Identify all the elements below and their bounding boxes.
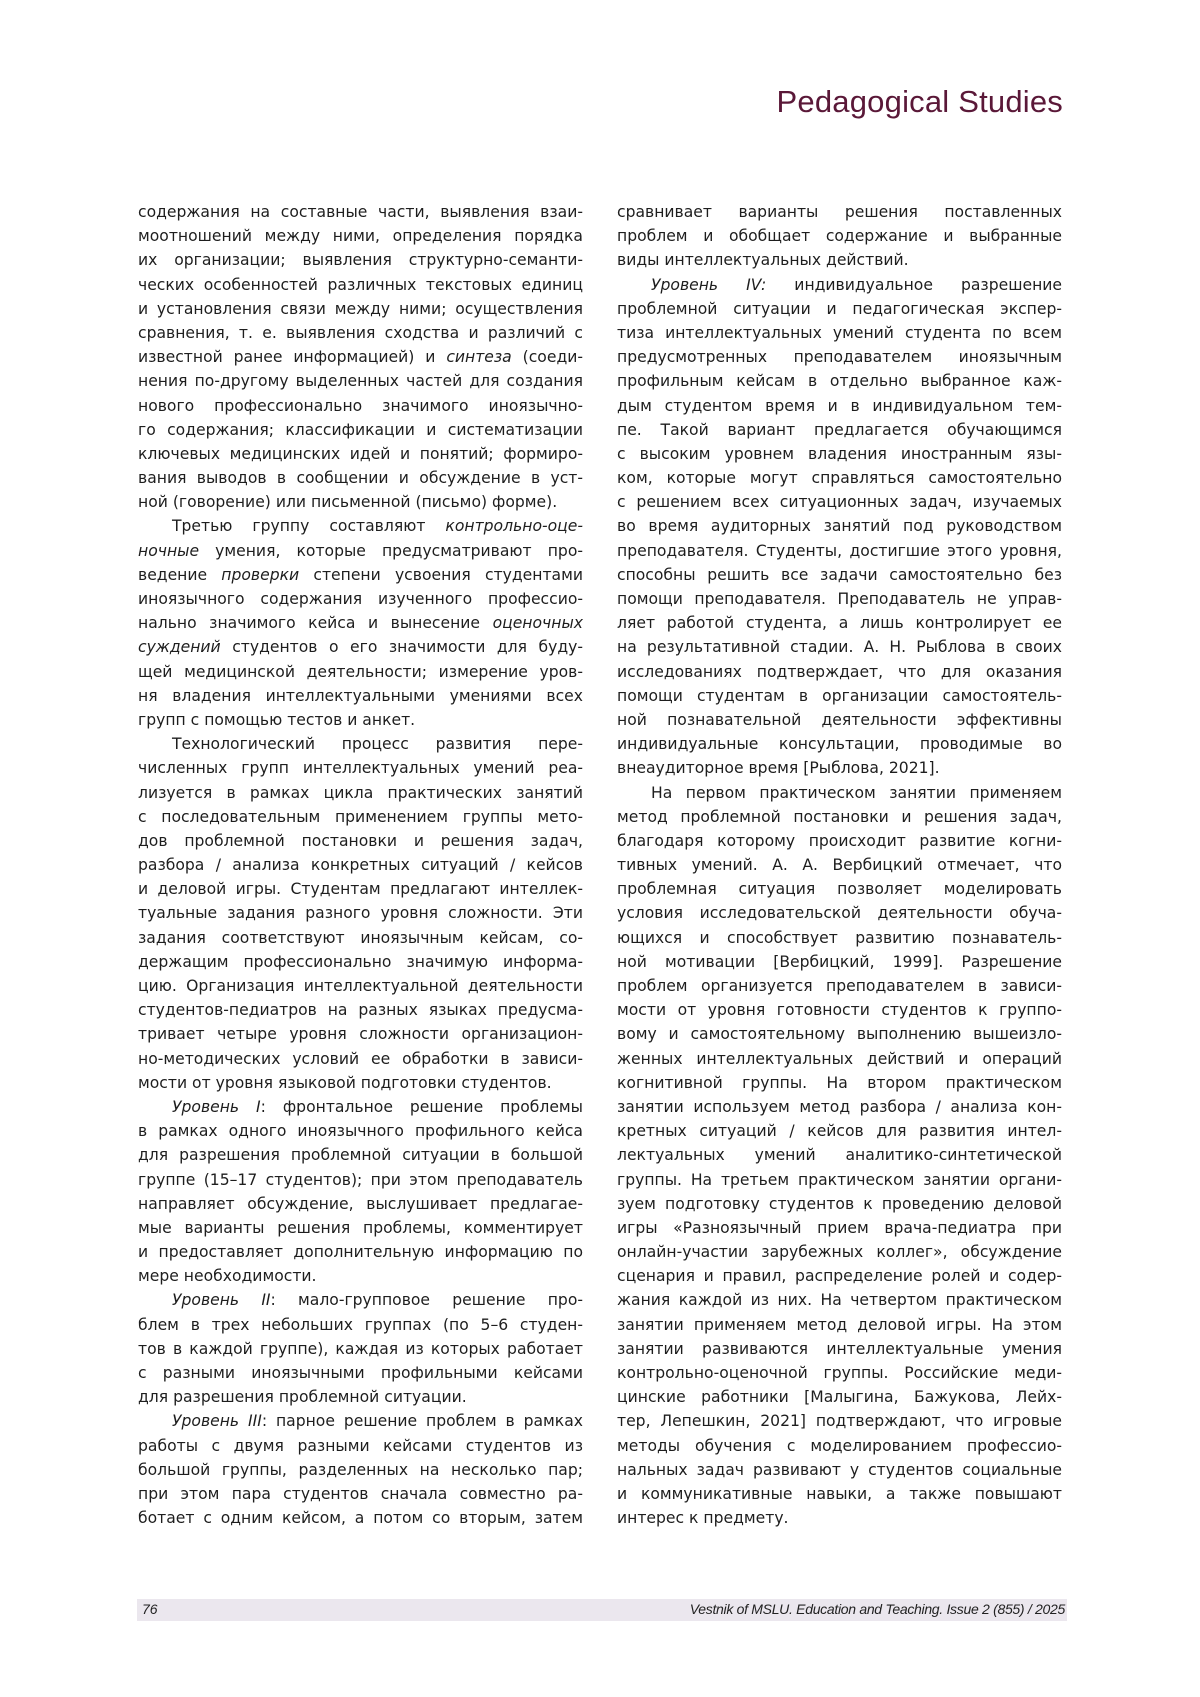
- text-line: [138, 1047, 583, 1071]
- text-line: [138, 829, 583, 853]
- text-segment: проблемной ситуации и педагогическая экспер-: [617, 300, 1062, 318]
- text-segment: предусмотренных преподавателем иноязычным: [617, 348, 1062, 366]
- text-line: [138, 805, 583, 829]
- text-line: [617, 369, 1062, 393]
- italic-term: суждений: [138, 638, 221, 656]
- text-segment: контрольно-оценочной группы. Российские меди-: [617, 1364, 1062, 1382]
- text-segment: с высоким уровнем владения иностранным язы-: [617, 445, 1062, 463]
- text-line: [617, 1022, 1062, 1046]
- text-line: [617, 297, 1062, 321]
- text-segment: мости от уровня готовности студентов к группо-: [617, 1001, 1062, 1019]
- text-line: [138, 950, 583, 974]
- text-segment: способны решить все задачи самостоятельно без: [617, 566, 1062, 584]
- text-segment: На первом практическом занятии применяем: [651, 784, 1062, 802]
- text-segment: проблем организуется преподавателем в зависи-: [617, 977, 1062, 995]
- text-segment: занятии используем метод разбора / анализа кон-: [617, 1098, 1062, 1116]
- text-line: [138, 418, 583, 442]
- text-line: [138, 273, 583, 297]
- text-segment: лектуальных умений аналитико-синтетической: [617, 1146, 1062, 1164]
- text-line: [617, 345, 1062, 369]
- text-segment: ня владения интеллектуальными умениями всех: [138, 687, 583, 705]
- text-segment: метод проблемной постановки и решения задач,: [617, 808, 1062, 826]
- text-segment: иноязычного содержания изученного профессио-: [138, 590, 583, 608]
- text-line: [617, 1288, 1062, 1312]
- text-segment: студентов о его значимости для буду-: [221, 638, 583, 656]
- text-line: [617, 1385, 1062, 1409]
- page-number: 76: [142, 1601, 158, 1617]
- text-line: [138, 1143, 583, 1167]
- text-segment: Технологический процесс развития пере-: [172, 735, 583, 753]
- italic-term: синтеза: [446, 348, 511, 366]
- text-line: [617, 998, 1062, 1022]
- text-line: [617, 635, 1062, 659]
- text-line: [138, 708, 583, 732]
- text-line: [138, 200, 583, 224]
- text-segment: ной (говорение) или письменной (письмо) форме).: [138, 493, 557, 511]
- text-line: [617, 321, 1062, 345]
- text-line: [617, 756, 1062, 780]
- text-segment: тиза интеллектуальных умений студента по всем: [617, 324, 1062, 342]
- text-line: [617, 1168, 1062, 1192]
- text-line: [138, 1506, 583, 1530]
- text-segment: умения, которые предусматривают про-: [199, 542, 583, 560]
- text-segment: направляет обсуждение, выслушивает предлагае-: [138, 1195, 583, 1213]
- text-line: [617, 563, 1062, 587]
- text-line: [138, 248, 583, 272]
- text-segment: щей медицинской деятельности; измерение уров-: [138, 663, 583, 681]
- text-line: [138, 514, 583, 538]
- text-segment: группы. На третьем практическом занятии органи-: [617, 1171, 1062, 1189]
- text-line: [138, 1313, 583, 1337]
- text-segment: ключевых медицинских идей и понятий; формиро-: [138, 445, 583, 463]
- text-segment: дым студентом время и в индивидуальном тем-: [617, 397, 1062, 415]
- text-line: [617, 926, 1062, 950]
- text-segment: жания каждой из них. На четвертом практическом: [617, 1291, 1062, 1309]
- text-segment: онлайн-участии зарубежных коллег», обсуждение: [617, 1243, 1062, 1261]
- text-line: [138, 1022, 583, 1046]
- text-line: [138, 974, 583, 998]
- text-segment: ведение: [138, 566, 221, 584]
- text-segment: с решением всех ситуационных задач, изучаемых: [617, 493, 1062, 511]
- text-segment: и коммуникативные навыки, а также повышают: [617, 1485, 1062, 1503]
- text-line: [138, 587, 583, 611]
- text-line: [138, 297, 583, 321]
- text-segment: профильным кейсам в отдельно выбранное каж-: [617, 372, 1062, 390]
- text-line: [617, 273, 1062, 297]
- text-line: [617, 1409, 1062, 1433]
- text-line: [617, 1095, 1062, 1119]
- text-segment: игры «Разноязычный прием врача-педиатра при: [617, 1219, 1062, 1237]
- text-line: [617, 1337, 1062, 1361]
- text-line: [617, 829, 1062, 853]
- text-segment: мере необходимости.: [138, 1267, 317, 1285]
- text-line: [138, 466, 583, 490]
- text-line: [617, 394, 1062, 418]
- text-line: [617, 805, 1062, 829]
- text-line: [617, 539, 1062, 563]
- text-line: [138, 563, 583, 587]
- italic-term: Уровень II: [172, 1291, 271, 1309]
- text-segment: : фронтальное решение проблемы: [261, 1098, 583, 1116]
- text-segment: на результативной стадии. А. Н. Рыблова в своих: [617, 638, 1062, 656]
- text-segment: для разрешения проблемной ситуации.: [138, 1388, 467, 1406]
- text-segment: их организации; выявления структурно-семанти-: [138, 251, 583, 269]
- text-segment: численных групп интеллектуальных умений реа-: [138, 759, 583, 777]
- text-segment: но-методических условий ее обработки в зависи-: [138, 1050, 583, 1068]
- text-segment: с разными иноязычными профильными кейсами: [138, 1364, 583, 1382]
- text-segment: методы обучения с моделированием профессио-: [617, 1437, 1062, 1455]
- text-line: [617, 224, 1062, 248]
- section-title: Pedagogical Studies: [777, 84, 1063, 120]
- text-line: [617, 1240, 1062, 1264]
- text-line: [617, 442, 1062, 466]
- text-segment: цию. Организация интеллектуальной деятельности: [138, 977, 583, 995]
- text-segment: большой группы, разделенных на несколько пар;: [138, 1461, 583, 1479]
- text-line: [138, 611, 583, 635]
- text-line: [617, 1361, 1062, 1385]
- text-line: [617, 781, 1062, 805]
- text-segment: (соеди-: [512, 348, 583, 366]
- text-segment: Третью группу составляют: [172, 517, 445, 535]
- text-line: [138, 926, 583, 950]
- text-segment: ком, которые могут справляться самостоятельно: [617, 469, 1062, 487]
- italic-term: оценочных: [493, 614, 583, 632]
- text-segment: проблемная ситуация позволяет моделировать: [617, 880, 1062, 898]
- italic-term: ночные: [138, 542, 199, 560]
- text-line: [617, 514, 1062, 538]
- text-segment: задания соответствуют иноязычным кейсам, со-: [138, 929, 583, 947]
- text-segment: вания выводов в сообщении и обсуждение в уст-: [138, 469, 583, 487]
- text-line: [617, 1071, 1062, 1095]
- text-line: [138, 998, 583, 1022]
- text-line: [617, 732, 1062, 756]
- text-line: [138, 660, 583, 684]
- text-line: [138, 1458, 583, 1482]
- text-line: [138, 1264, 583, 1288]
- italic-term: Уровень III: [172, 1412, 262, 1430]
- text-line: [617, 248, 1062, 272]
- text-line: [138, 732, 583, 756]
- text-line: [617, 1192, 1062, 1216]
- text-line: [138, 1409, 583, 1433]
- text-segment: и деловой игры. Студентам предлагают интеллек-: [138, 880, 583, 898]
- text-line: [138, 1119, 583, 1143]
- text-segment: женных интеллектуальных действий и операций: [617, 1050, 1062, 1068]
- text-segment: зуем подготовку студентов к проведению деловой: [617, 1195, 1062, 1213]
- text-segment: с последовательным применением группы мето-: [138, 808, 583, 826]
- text-line: [617, 660, 1062, 684]
- text-segment: нового профессионально значимого иноязычно-: [138, 397, 583, 415]
- text-segment: и предоставляет дополнительную информацию по: [138, 1243, 583, 1261]
- text-line: [138, 756, 583, 780]
- text-segment: разбора / анализа конкретных ситуаций / кейсов: [138, 856, 583, 874]
- text-segment: индивидуальное разрешение: [766, 276, 1062, 294]
- text-line: [617, 587, 1062, 611]
- text-line: [138, 1240, 583, 1264]
- text-segment: виды интеллектуальных действий.: [617, 251, 909, 269]
- italic-term: Уровень I: [172, 1098, 261, 1116]
- italic-term: проверки: [221, 566, 299, 584]
- text-segment: тивных умений. А. А. Вербицкий отмечает, что: [617, 856, 1062, 874]
- text-segment: и установления связи между ними; осуществления: [138, 300, 583, 318]
- left-text-column: [138, 200, 583, 1530]
- text-segment: когнитивной группы. На втором практическом: [617, 1074, 1062, 1092]
- text-segment: сценария и правил, распределение ролей и содер-: [617, 1267, 1062, 1285]
- text-line: [138, 369, 583, 393]
- text-segment: известной ранее информацией) и: [138, 348, 446, 366]
- text-segment: : парное решение проблем в рамках: [262, 1412, 583, 1430]
- text-segment: внеаудиторное время [Рыблова, 2021].: [617, 759, 940, 777]
- text-segment: сравнивает варианты решения поставленных: [617, 203, 1062, 221]
- text-segment: мые варианты решения проблемы, комментирует: [138, 1219, 583, 1237]
- text-segment: : мало-групповое решение про-: [271, 1291, 583, 1309]
- text-line: [617, 1506, 1062, 1530]
- text-segment: индивидуальные консультации, проводимые во: [617, 735, 1062, 753]
- text-line: [138, 1288, 583, 1312]
- text-line: [138, 345, 583, 369]
- text-line: [617, 418, 1062, 442]
- text-segment: мости от уровня языковой подготовки студентов.: [138, 1074, 552, 1092]
- text-line: [617, 974, 1062, 998]
- text-line: [138, 490, 583, 514]
- text-line: [617, 1434, 1062, 1458]
- text-line: [617, 1216, 1062, 1240]
- text-segment: проблем и обобщает содержание и выбранные: [617, 227, 1062, 245]
- text-line: [138, 1434, 583, 1458]
- text-segment: кретных ситуаций / кейсов для развития интел-: [617, 1122, 1062, 1140]
- text-segment: при этом пара студентов сначала совместно ра-: [138, 1485, 583, 1503]
- text-segment: исследованиях подтверждает, что для оказания: [617, 663, 1062, 681]
- text-line: [617, 490, 1062, 514]
- text-segment: группе (15–17 студентов); при этом преподаватель: [138, 1171, 583, 1189]
- text-segment: занятии применяем метод деловой игры. На этом: [617, 1316, 1062, 1334]
- text-segment: дов проблемной постановки и решения задач,: [138, 832, 583, 850]
- text-segment: содержания на составные части, выявления взаи-: [138, 203, 583, 221]
- text-line: [617, 684, 1062, 708]
- text-segment: групп с помощью тестов и анкет.: [138, 711, 415, 729]
- text-segment: ческих особенностей различных текстовых единиц: [138, 276, 583, 294]
- text-segment: преподавателя. Студенты, достигшие этого уровня,: [617, 542, 1062, 560]
- text-line: [138, 684, 583, 708]
- text-line: [617, 1119, 1062, 1143]
- text-line: [138, 901, 583, 925]
- text-line: [138, 1071, 583, 1095]
- text-segment: тривает четыре уровня сложности организацион-: [138, 1025, 583, 1043]
- text-line: [138, 1385, 583, 1409]
- text-line: [138, 853, 583, 877]
- text-line: [617, 901, 1062, 925]
- right-text-column: [617, 200, 1062, 1530]
- text-line: [617, 853, 1062, 877]
- text-segment: работы с двумя разными кейсами студентов из: [138, 1437, 583, 1455]
- text-segment: нально значимого кейса и вынесение: [138, 614, 493, 632]
- text-segment: цинские работники [Малыгина, Бажукова, Лейх-: [617, 1388, 1062, 1406]
- text-segment: помощи студентам в организации самостоятель-: [617, 687, 1062, 705]
- text-segment: моотношений между ними, определения порядка: [138, 227, 583, 245]
- text-line: [617, 950, 1062, 974]
- text-line: [617, 1264, 1062, 1288]
- text-line: [138, 1168, 583, 1192]
- text-segment: ляет работой студента, а лишь контролирует ее: [617, 614, 1062, 632]
- text-segment: вому и самостоятельному выполнению вышеизло-: [617, 1025, 1062, 1043]
- text-line: [617, 1482, 1062, 1506]
- text-line: [138, 1361, 583, 1385]
- italic-term: Уровень IV:: [651, 276, 766, 294]
- text-segment: во время аудиторных занятий под руководством: [617, 517, 1062, 535]
- journal-citation: Vestnik of MSLU. Education and Teaching. Issue 2 (855) / 2025: [690, 1601, 1065, 1617]
- text-segment: го содержания; классификации и систематизации: [138, 421, 583, 439]
- text-line: [138, 1337, 583, 1361]
- text-segment: туальные задания разного уровня сложности. Эти: [138, 904, 583, 922]
- text-segment: сравнения, т. е. выявления сходства и различий с: [138, 324, 583, 342]
- text-segment: ющихся и способствует развитию познаватель-: [617, 929, 1062, 947]
- text-line: [617, 708, 1062, 732]
- text-line: [138, 1482, 583, 1506]
- text-line: [617, 611, 1062, 635]
- text-segment: нения по-другому выделенных частей для создания: [138, 372, 583, 390]
- text-segment: условия исследовательской деятельности обуча-: [617, 904, 1062, 922]
- text-segment: тер, Лепешкин, 2021] подтверждают, что игровые: [617, 1412, 1062, 1430]
- text-line: [138, 394, 583, 418]
- text-line: [617, 466, 1062, 490]
- text-segment: ботает с одним кейсом, а потом со вторым, затем: [138, 1509, 583, 1527]
- text-line: [138, 1095, 583, 1119]
- text-segment: нальных задач развивают у студентов социальные: [617, 1461, 1062, 1479]
- text-segment: интерес к предмету.: [617, 1509, 789, 1527]
- text-segment: для разрешения проблемной ситуации в большой: [138, 1146, 583, 1164]
- text-segment: ной мотивации [Вербицкий, 1999]. Разрешение: [617, 953, 1062, 971]
- text-line: [138, 635, 583, 659]
- text-segment: студентов-педиатров на разных языках предусма-: [138, 1001, 583, 1019]
- text-line: [138, 877, 583, 901]
- text-segment: блем в трех небольших группах (по 5–6 студен-: [138, 1316, 583, 1334]
- text-line: [138, 781, 583, 805]
- text-segment: занятии развиваются интеллектуальные умения: [617, 1340, 1062, 1358]
- text-segment: степени усвоения студентами: [299, 566, 583, 584]
- text-segment: держащим профессионально значимую информа-: [138, 953, 583, 971]
- text-line: [617, 200, 1062, 224]
- text-line: [138, 1216, 583, 1240]
- text-line: [138, 1192, 583, 1216]
- text-segment: помощи преподавателя. Преподаватель не управ-: [617, 590, 1062, 608]
- text-line: [138, 321, 583, 345]
- text-line: [617, 1047, 1062, 1071]
- text-line: [138, 539, 583, 563]
- text-line: [138, 442, 583, 466]
- text-segment: пе. Такой вариант предлагается обучающимся: [617, 421, 1062, 439]
- text-line: [617, 1458, 1062, 1482]
- text-line: [138, 224, 583, 248]
- text-segment: в рамках одного иноязычного профильного кейса: [138, 1122, 583, 1140]
- text-line: [617, 1313, 1062, 1337]
- text-line: [617, 1143, 1062, 1167]
- text-segment: благодаря которому происходит развитие когни-: [617, 832, 1062, 850]
- text-segment: лизуется в рамках цикла практических занятий: [138, 784, 583, 802]
- text-line: [617, 877, 1062, 901]
- text-segment: тов в каждой группе), каждая из которых работает: [138, 1340, 583, 1358]
- italic-term: контрольно-оце-: [445, 517, 583, 535]
- text-segment: ной познавательной деятельности эффективны: [617, 711, 1062, 729]
